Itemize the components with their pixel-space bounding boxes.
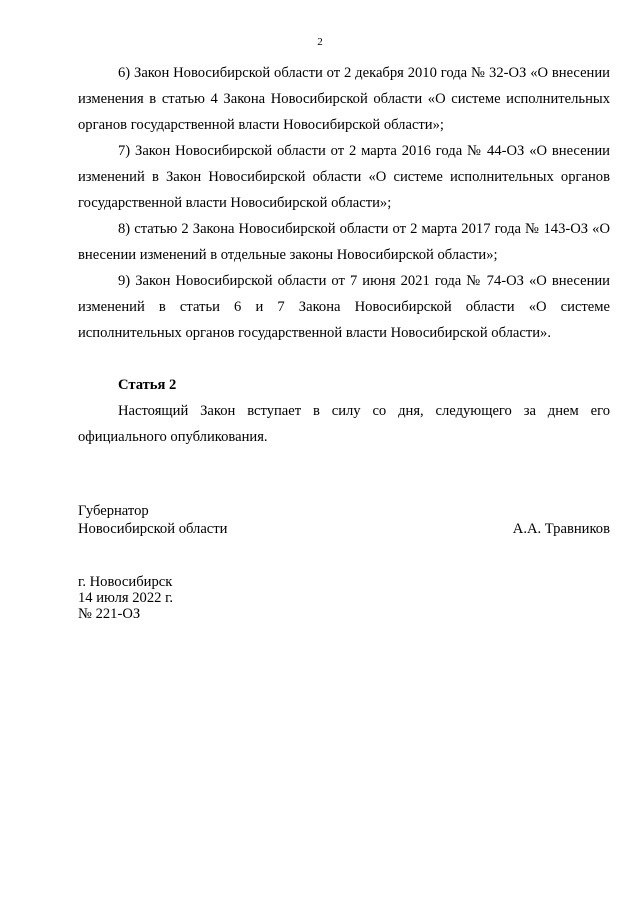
amendment-list	[78, 60, 610, 346]
place-date-block	[78, 574, 378, 622]
signature-block	[78, 502, 610, 538]
list-item: 8) статью 2 Закона Новосибирской области от 2 марта 2017 года № 143-ОЗ «О внесении изменений в отдельные законы Новосибирской области»;	[78, 221, 610, 263]
date: 14 июля 2022 г.	[78, 590, 174, 606]
article-title: Статья 2	[118, 377, 177, 393]
place: г. Новосибирск	[78, 574, 173, 590]
signatory-name: А.А. Травников	[512, 521, 610, 537]
article-text: Настоящий Закон вступает в силу со дня, следующего за днем его официального опубликования.	[78, 403, 610, 445]
list-item: 9) Закон Новосибирской области от 7 июня 2021 года № 74-ОЗ «О внесении изменений в статьи 6 и 7 Закона Новосибирской области «О системе исполнительных органов государственной власти Новосибирской области».	[78, 273, 610, 341]
list-item: 6) Закон Новосибирской области от 2 декабря 2010 года № 32-ОЗ «О внесении изменения в статью 4 Закона Новосибирской области «О системе исполнительных органов государственной власти Новосибирской области»;	[78, 65, 610, 133]
law-number: № 221-ОЗ	[78, 606, 141, 622]
article-2	[78, 372, 610, 450]
page-number: 2	[317, 36, 323, 48]
list-item: 7) Закон Новосибирской области от 2 марта 2016 года № 44-ОЗ «О внесении изменений в Закон Новосибирской области «О системе исполнительных органов государственной власти Новосибирской области»;	[78, 143, 610, 211]
signatory-position: Губернатор	[78, 503, 149, 519]
signatory-region: Новосибирской области	[78, 521, 228, 537]
